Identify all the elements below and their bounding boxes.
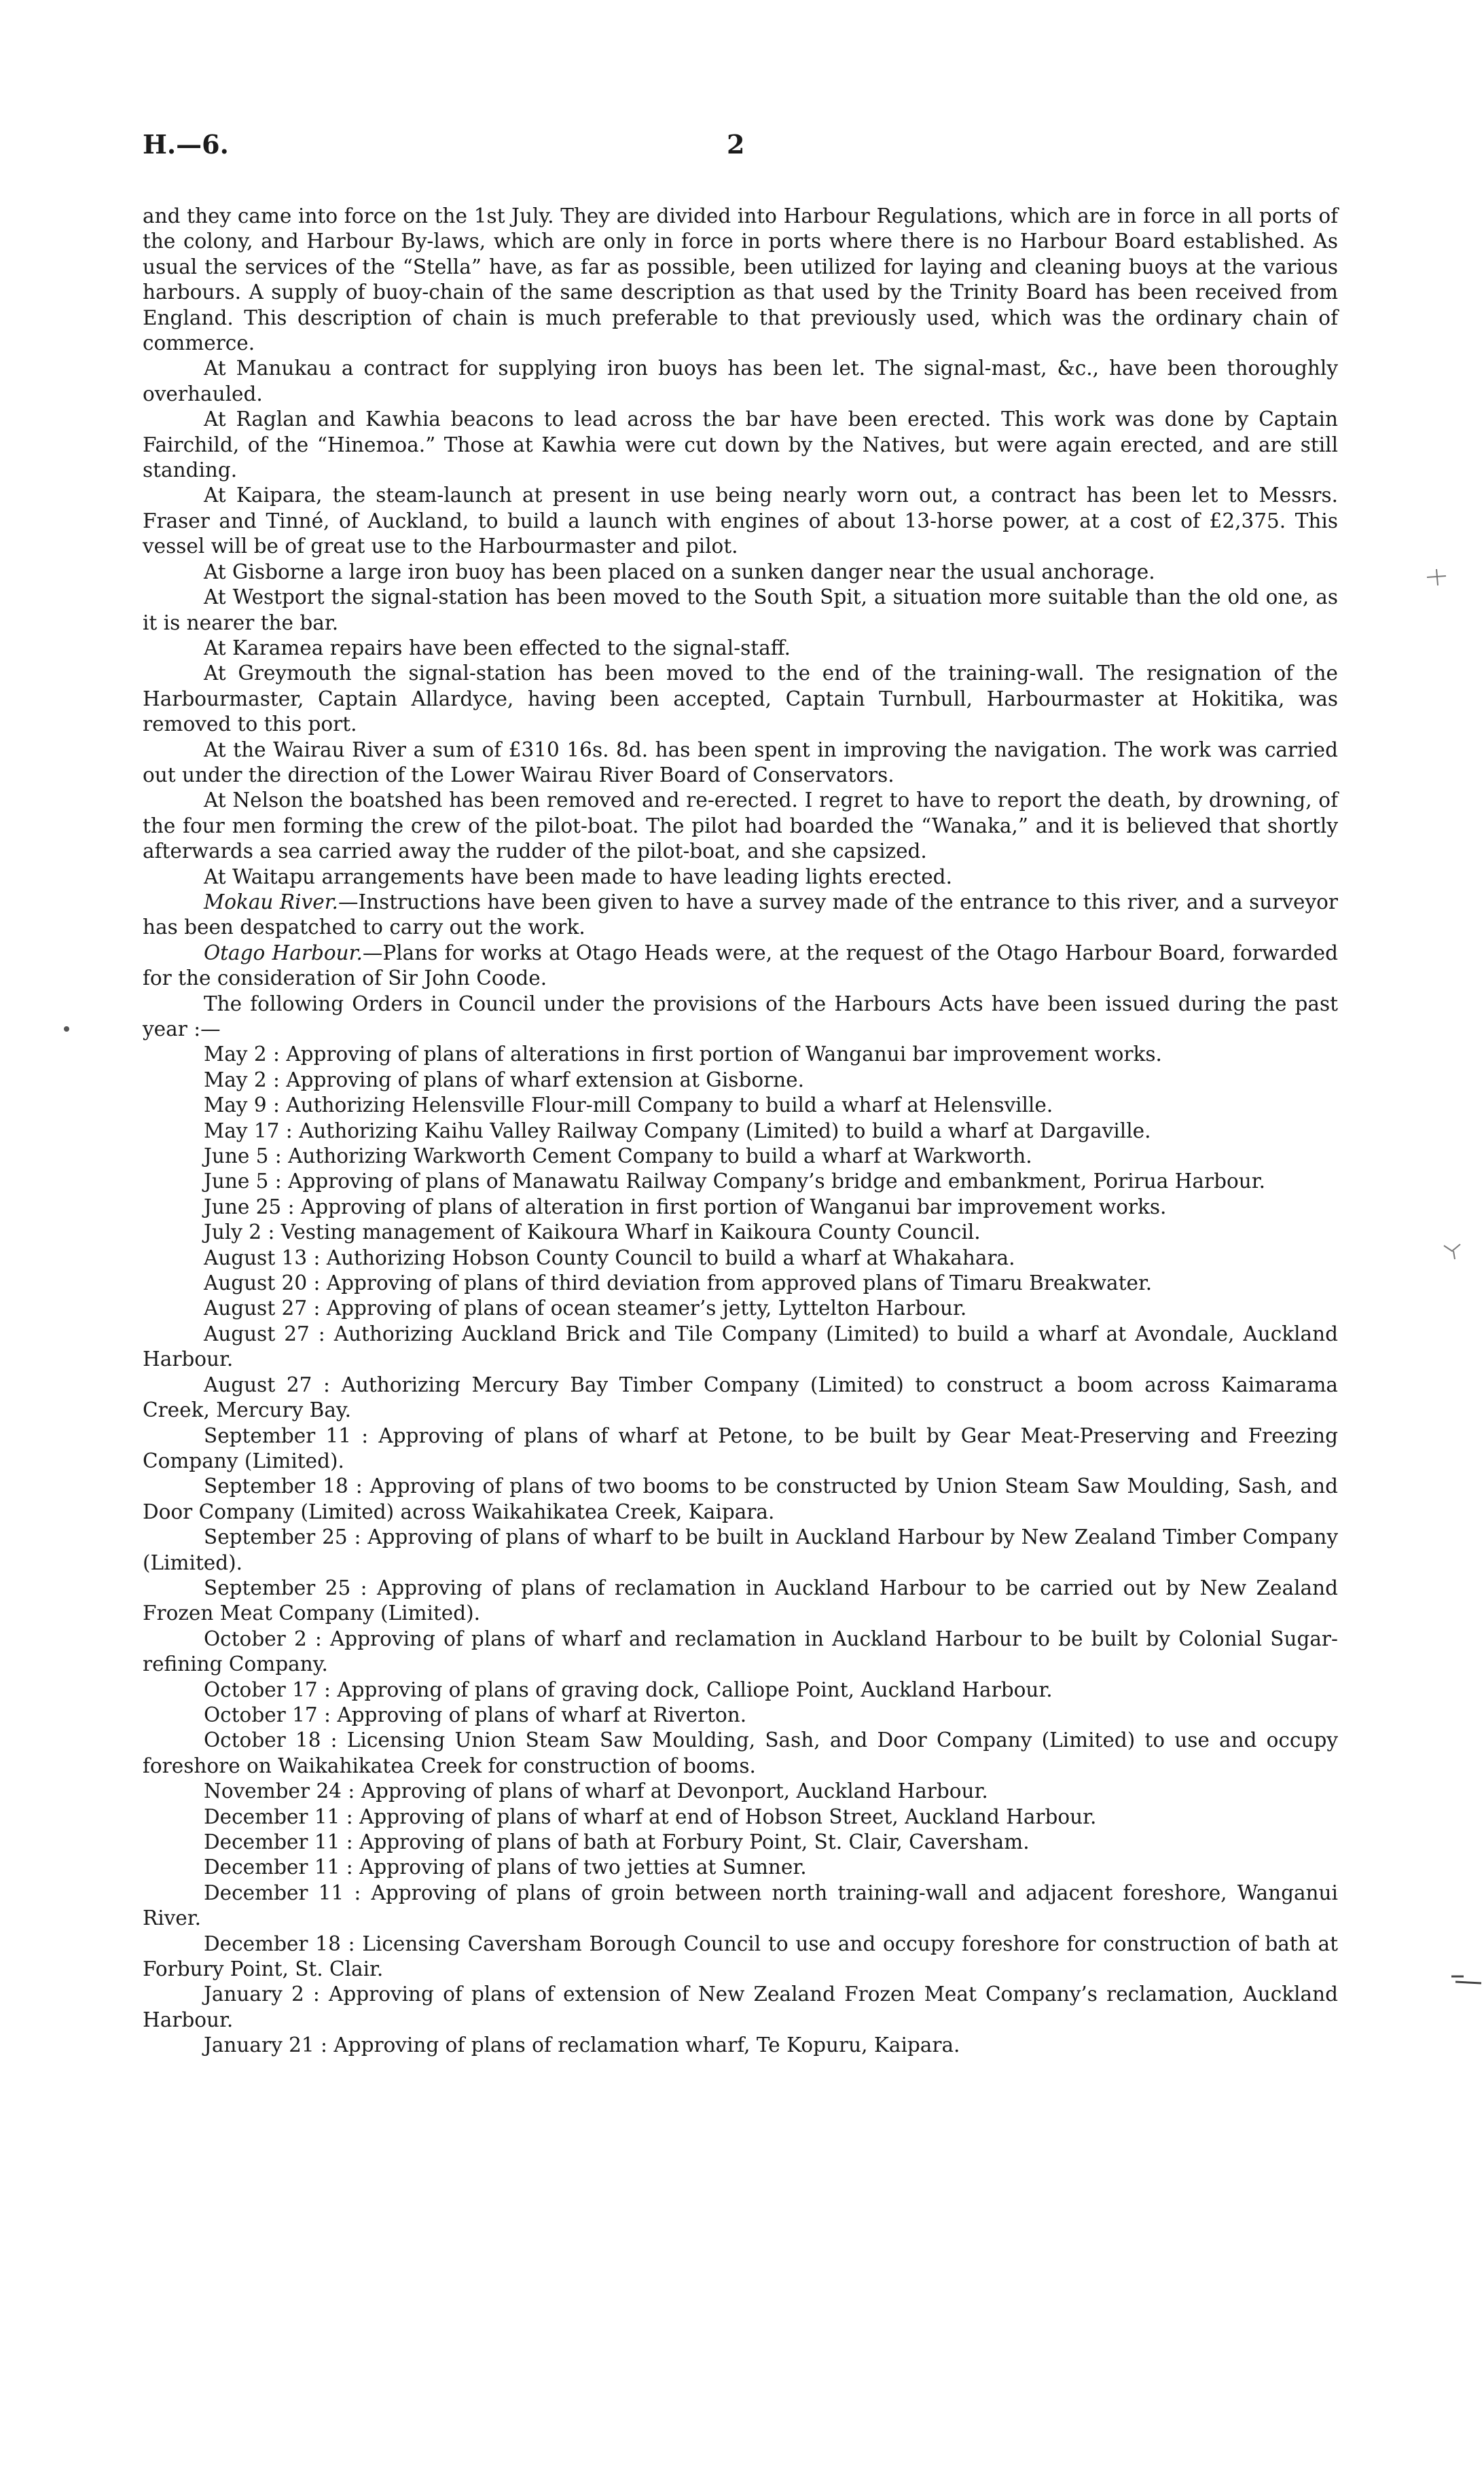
document-body [143, 204, 1338, 2059]
paragraph-greymouth: At Greymouth the signal-station has been moved to the end of the training-wall. The resignation of the Harbourmaster, Captain Allardyce, having been accepted, Captain Turnbull, Harbourmaster at Hokitika, was removed to this port. [143, 662, 1338, 736]
otago-text: —Plans for works at Otago Heads were, at the request of the Otago Harbour Board, forwarded for the consideration of Sir John Coode. [143, 941, 1339, 990]
order-item: August 13 : Authorizing Hobson County Council to build a wharf at Whakahara. [204, 1246, 1015, 1269]
paragraph-manukau: At Manukau a contract for supplying iron buoys has been let. The signal-mast, &c., have been thoroughly overhauled. [143, 357, 1338, 405]
paragraph-kaipara: At Kaipara, the steam-launch at present in use being nearly worn out, a contract has been let to Messrs. Fraser and Tinné, of Auckland, to build a launch with engines of about 13-horse power, at a cost of £2,375. This vessel will be of great use to the Harbourmaster and pilot. [143, 484, 1338, 558]
mokau-heading: Mokau River. [204, 890, 338, 913]
paragraph-waitapu: At Waitapu arrangements have been made to have leading lights erected. [204, 865, 952, 888]
order-item: May 2 : Approving of plans of wharf extension at Gisborne. [204, 1068, 805, 1091]
page-header [143, 129, 1338, 170]
order-item: August 27 : Authorizing Auckland Brick and Tile Company (Limited) to build a wharf at Avondale, Auckland Harbour. [143, 1322, 1338, 1371]
margin-mark-icon [1450, 1970, 1484, 1990]
order-item: September 25 : Approving of plans of wharf to be built in Auckland Harbour by New Zealand Timber Company (Limited). [143, 1525, 1338, 1574]
paragraph-karamea: At Karamea repairs have been effected to the signal-staff. [204, 636, 791, 659]
order-item: October 17 : Approving of plans of graving dock, Calliope Point, Auckland Harbour. [204, 1678, 1053, 1701]
margin-mark-icon [60, 1022, 73, 1036]
paragraph-nelson: At Nelson the boatshed has been removed and re-erected. I regret to have to report the death, by drowning, of the four men forming the crew of the pilot-boat. The pilot had boarded the “Wanaka,” and it is believed that shortly afterwards a sea carried away the rudder of the pilot-boat, and she capsized. [143, 789, 1338, 863]
order-item: October 18 : Licensing Union Steam Saw Moulding, Sash, and Door Company (Limited) to use and occupy foreshore on Waikahikatea Creek for construction of booms. [143, 1729, 1338, 1777]
order-item: October 2 : Approving of plans of wharf and reclamation in Auckland Harbour to be built by Colonial Sugar-refining Company. [143, 1627, 1338, 1676]
order-item: July 2 : Vesting management of Kaikoura Wharf in Kaikoura County Council. [204, 1220, 981, 1244]
order-item: January 21 : Approving of plans of reclamation wharf, Te Kopuru, Kaipara. [204, 2033, 960, 2057]
orders-intro: The following Orders in Council under the provisions of the Harbours Acts have been issued during the past year :— [143, 992, 1338, 1041]
orders-list [143, 1042, 1338, 2058]
order-item: December 11 : Approving of plans of wharf at end of Hobson Street, Auckland Harbour. [204, 1805, 1097, 1828]
order-item: May 17 : Authorizing Kaihu Valley Railway Company (Limited) to build a wharf at Dargaville. [204, 1119, 1151, 1142]
order-item: June 25 : Approving of plans of alteration in first portion of Wanganui bar improvement works. [204, 1195, 1167, 1218]
order-item: June 5 : Approving of plans of Manawatu Railway Company’s bridge and embankment, Porirua Harbour. [204, 1170, 1265, 1193]
order-item: August 20 : Approving of plans of third deviation from approved plans of Timaru Breakwater. [204, 1271, 1153, 1295]
order-item: November 24 : Approving of plans of wharf at Devonport, Auckland Harbour. [204, 1779, 988, 1803]
order-item: December 11 : Approving of plans of two jetties at Sumner. [204, 1856, 807, 1879]
document-reference: H.—6. [143, 129, 229, 160]
order-item: December 11 : Approving of plans of bath at Forbury Point, St. Clair, Caversham. [204, 1830, 1030, 1853]
mokau-text: —Instructions have been given to have a survey made of the entrance to this river, and a surveyor has been despatched to carry out the work. [143, 890, 1338, 939]
otago-heading: Otago Harbour. [204, 941, 363, 964]
order-item: September 11 : Approving of plans of wharf at Petone, to be built by Gear Meat-Preserving and Freezing Company (Limited). [143, 1424, 1338, 1472]
order-item: December 11 : Approving of plans of groin between north training-wall and adjacent foreshore, Wanganui River. [143, 1881, 1338, 1930]
order-item: May 9 : Authorizing Helensville Flour-mill Company to build a wharf at Helensville. [204, 1093, 1053, 1117]
margin-mark-icon [1423, 564, 1450, 591]
paragraph-raglan-kawhia: At Raglan and Kawhia beacons to lead across the bar have been erected. This work was done by Captain Fairchild, of the “Hinemoa.” Those at Kawhia were cut down by the Natives, but were again erected, and are still standing. [143, 408, 1338, 482]
order-item: January 2 : Approving of plans of extension of New Zealand Frozen Meat Company’s reclamation, Auckland Harbour. [143, 1983, 1338, 2031]
paragraph-westport: At Westport the signal-station has been moved to the South Spit, a situation more suitable than the old one, as it is nearer the bar. [143, 585, 1338, 634]
page-number: 2 [727, 129, 745, 160]
order-item: August 27 : Authorizing Mercury Bay Timber Company (Limited) to construct a boom across Kaimarama Creek, Mercury Bay. [143, 1373, 1338, 1422]
order-item: December 18 : Licensing Caversham Borough Council to use and occupy foreshore for construction of bath at Forbury Point, St. Clair. [143, 1932, 1338, 1981]
paragraph-otago [143, 941, 1338, 992]
order-item: September 18 : Approving of plans of two booms to be constructed by Union Steam Saw Moulding, Sash, and Door Company (Limited) across Waikahikatea Creek, Kaipara. [143, 1474, 1338, 1523]
order-item: May 2 : Approving of plans of alterations in first portion of Wanganui bar improvement works. [204, 1043, 1162, 1066]
order-item: August 27 : Approving of plans of ocean steamer’s jetty, Lyttelton Harbour. [204, 1297, 967, 1320]
order-item: September 25 : Approving of plans of reclamation in Auckland Harbour to be carried out by New Zealand Frozen Meat Company (Limited). [143, 1576, 1338, 1625]
paragraph-continuation: and they came into force on the 1st July. They are divided into Harbour Regulations, which are in force in all ports of the colony, and Harbour By-laws, which are only in force in ports where there is no Harbour Board established. As usual the services of the “Stella” have, as far as possible, been utilized for laying and cleaning buoys at the various harbours. A supply of buoy-chain of the same description as that used by the Trinity Board has been received from England. This description of chain is much preferable to that previously used, which was the ordinary chain of commerce. [143, 204, 1338, 355]
paragraph-mokau [143, 890, 1338, 941]
paragraph-wairau: At the Wairau River a sum of £310 16s. 8d. has been spent in improving the navigation. The work was carried out under the direction of the Lower Wairau River Board of Conservators. [143, 738, 1338, 786]
order-item: October 17 : Approving of plans of wharf at Riverton. [204, 1703, 747, 1726]
margin-mark-icon [1440, 1236, 1467, 1263]
paragraph-gisborne: At Gisborne a large iron buoy has been placed on a sunken danger near the usual anchorage. [204, 560, 1155, 583]
order-item: June 5 : Authorizing Warkworth Cement Company to build a wharf at Warkworth. [204, 1144, 1032, 1168]
